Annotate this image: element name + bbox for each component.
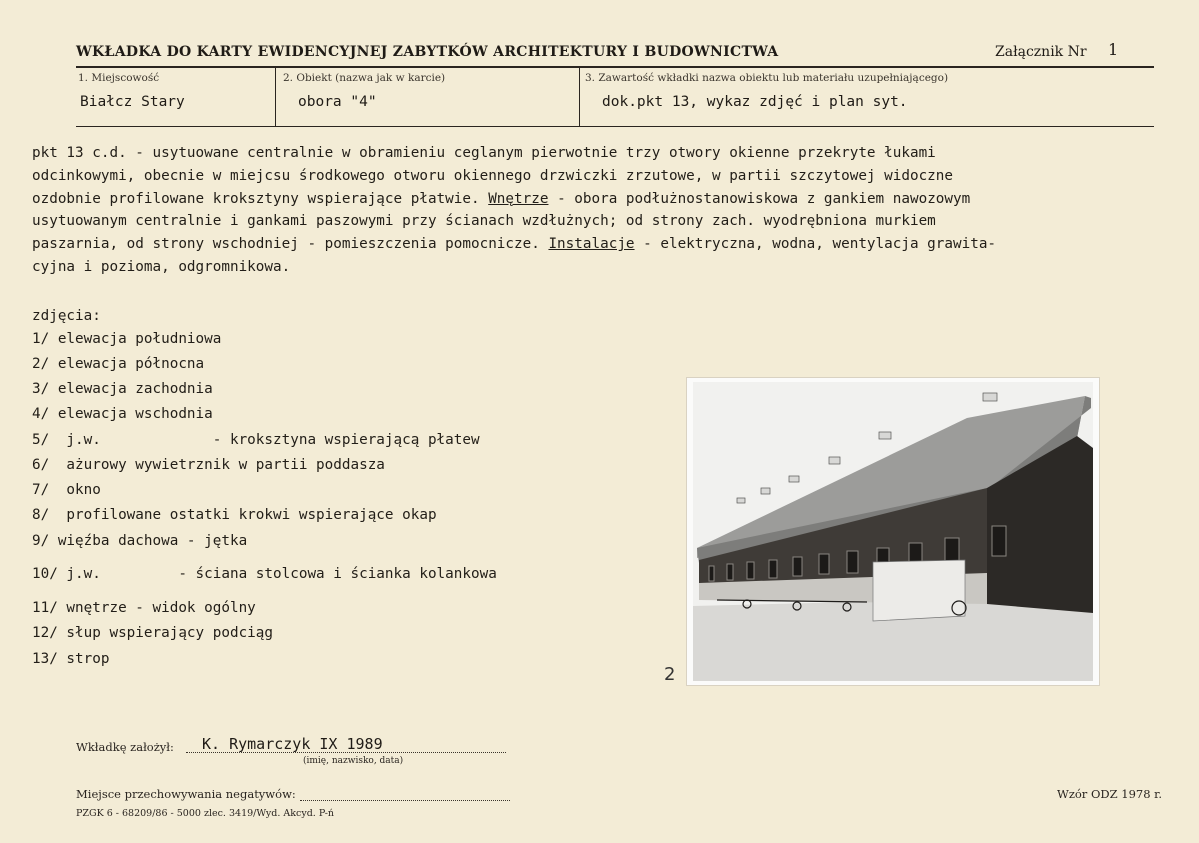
field-1-label: 1. Miejscowość: [78, 72, 160, 84]
author-label: Wkładkę założył:: [76, 740, 174, 754]
line-1: pkt 13 c.d. - usytuowane centralnie w obramieniu ceglanym pierwotnie trzy otwory okienne przekryte łukami: [32, 145, 936, 161]
installations-heading: Instalacje: [548, 236, 635, 253]
photo-item-3: 3/ elewacja zachodnia: [32, 381, 213, 397]
photo-number: 2: [664, 664, 676, 685]
barn-photo-drawing: [687, 378, 1099, 685]
photo-list-heading: zdjęcia:: [32, 308, 101, 324]
photo-item-11: 11/ wnętrze - widok ogólny: [32, 600, 256, 616]
field-2-label: 2. Obiekt (nazwa jak w karcie): [283, 72, 446, 84]
line-6: cyjna i pozioma, odgromnikowa.: [32, 258, 291, 275]
annex-label: Załącznik Nr: [995, 44, 1087, 60]
print-info: PZGK 6 - 68209/86 - 5000 zlec. 3419/Wyd. Akcyd. P-ń: [76, 808, 335, 819]
field-3-value: dok.pkt 13, wykaz zdjęć i plan syt.: [602, 94, 908, 110]
line-3b: - obora podłużnostanowiskowa z gankiem nawozowym: [548, 190, 971, 207]
photo-item-13: 13/ strop: [32, 651, 110, 667]
field-2-value: obora "4": [298, 94, 377, 110]
header-rule-bottom: [76, 126, 1154, 127]
photo-item-1: 1/ elewacja południowa: [32, 331, 222, 347]
line-5b: - elektryczna, wodna, wentylacja grawita-: [634, 236, 997, 253]
field-3-label: 3. Zawartość wkładki nazwa obiektu lub materiału uzupełniającego): [585, 72, 949, 84]
author-hint: (imię, nazwisko, data): [303, 756, 404, 766]
photo-item-6: 6/ ażurowy wywietrznik w partii poddasza: [32, 457, 385, 473]
photo-item-5: 5/ j.w. - kroksztyna wspierającą płatew: [32, 432, 480, 448]
barn-photograph: [686, 377, 1100, 686]
photo-item-12: 12/ słup wspierający podciąg: [32, 625, 274, 641]
photo-item-9: 9/ więźba dachowa - jętka: [32, 533, 248, 549]
divider-1: [275, 68, 276, 126]
field-1-value: Białcz Stary: [80, 94, 185, 110]
interior-heading: Wnętrze: [488, 190, 549, 207]
divider-2: [579, 68, 580, 126]
photo-item-4: 4/ elewacja wschodnia: [32, 406, 213, 422]
form-title: WKŁADKA DO KARTY EWIDENCYJNEJ ZABYTKÓW ARCHITEKTURY I BUDOWNICTWA: [76, 44, 779, 60]
photo-item-7: 7/ okno: [32, 482, 101, 498]
description-paragraph: [32, 142, 1162, 279]
photo-item-10: 10/ j.w. - ściana stolcowa i ścianka kolankowa: [32, 566, 497, 582]
line-4: usytuowanym centralnie i gankami paszowymi przy ścianach wzdłużnych; od strony zach. wyodrębniona murkiem: [32, 213, 936, 230]
header-rule-top: [76, 66, 1154, 68]
line-3a: ozdobnie profilowane kroksztyny wspierające płatwie.: [32, 190, 489, 207]
photo-item-2: 2/ elewacja północna: [32, 356, 205, 372]
annex-number: 1: [1108, 40, 1119, 59]
line-5a: paszarnia, od strony wschodniej - pomieszczenia pomocnicze.: [32, 236, 549, 253]
storage-label: Miejsce przechowywania negatywów:: [76, 787, 296, 801]
storage-dotted-line: [300, 800, 510, 801]
photo-item-8: 8/ profilowane ostatki krokwi wspierające okap: [32, 507, 437, 523]
author-dotted-line: [186, 752, 506, 753]
form-model-label: Wzór ODZ 1978 r.: [1057, 787, 1163, 801]
author-value: K. Rymarczyk IX 1989: [202, 735, 383, 753]
line-2: odcinkowymi, obecnie w miejcsu środkowego otworu okiennego drzwiczki zrzutowe, w partii szczytowej widoczne: [32, 167, 953, 184]
